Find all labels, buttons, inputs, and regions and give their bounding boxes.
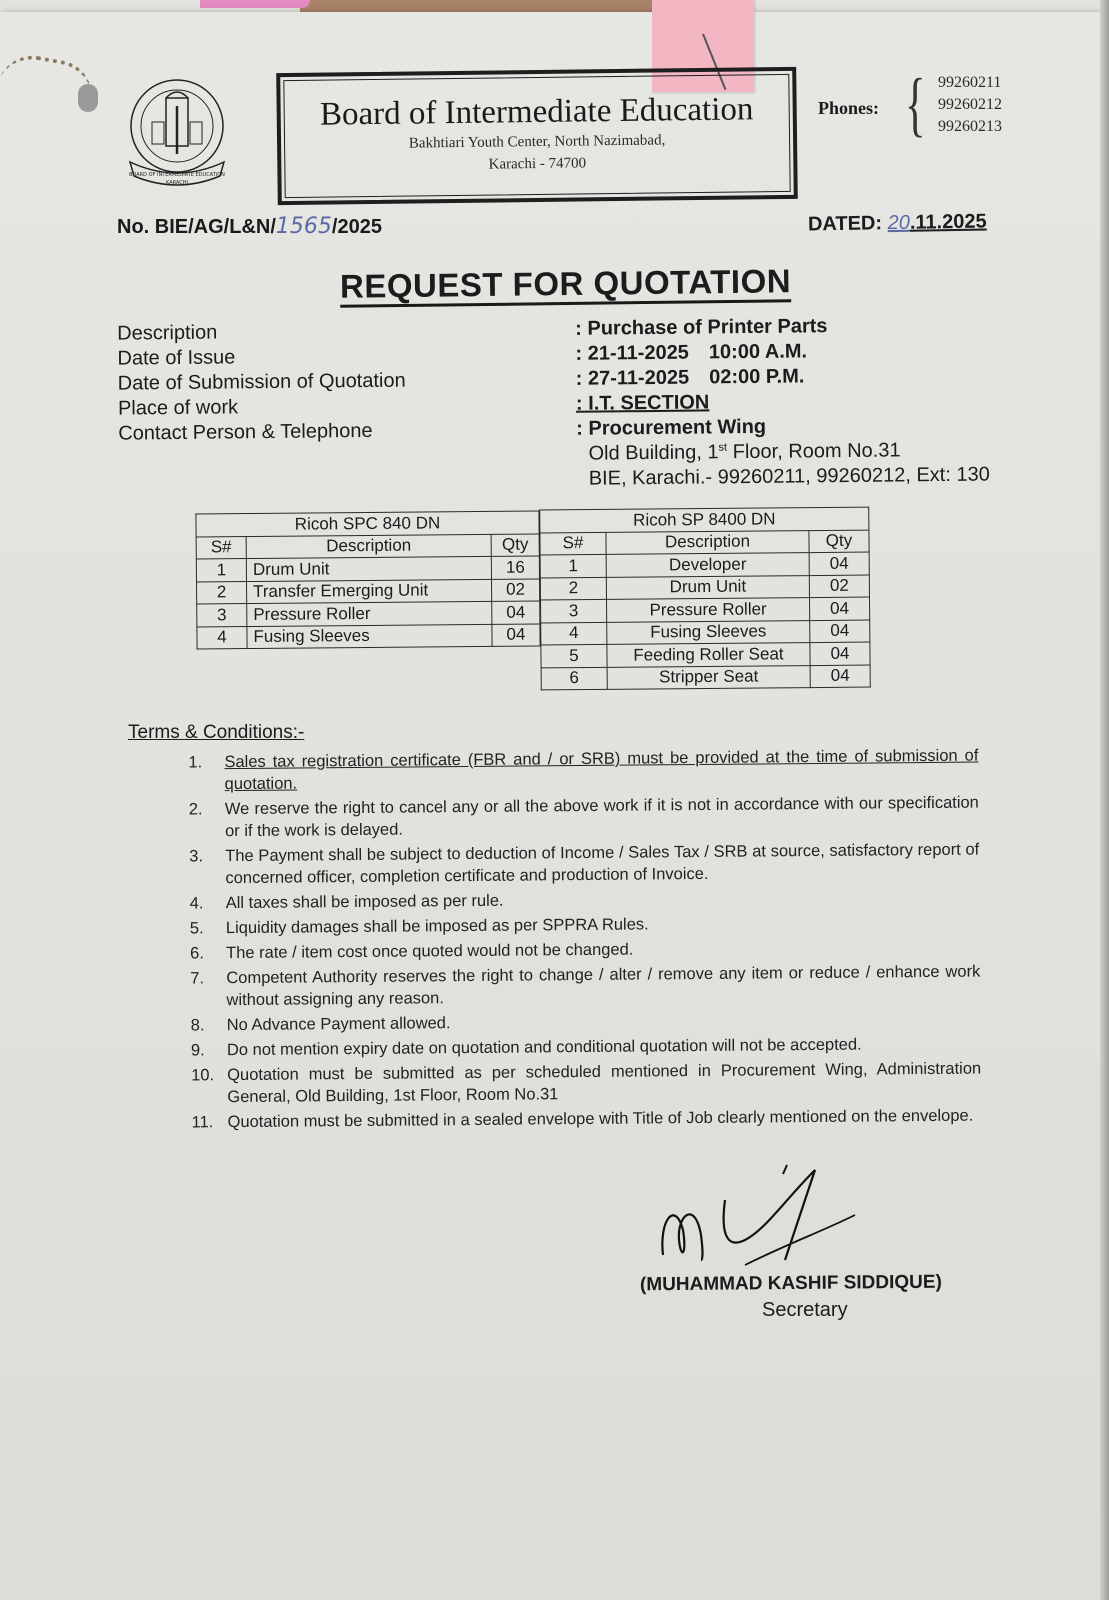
cell-sno: 2 [197, 581, 247, 604]
contact-phone-text: BIE, Karachi.- 99260211, 99260212, Ext: 130 [588, 463, 990, 490]
info-label: Place of work [117, 396, 239, 420]
term-text: All taxes shall be imposed as per rule. [225, 891, 504, 913]
phone-number: 99260212 [938, 96, 1002, 113]
table-row [541, 642, 870, 667]
hook-clip [78, 84, 98, 112]
signatory-title: Secretary [762, 1299, 848, 1321]
term-text: Liquidity damages shall be imposed as per SPPRA Rules. [225, 915, 649, 938]
board-seal-icon [122, 76, 232, 188]
contact-address-text: Floor, Room No.31 [727, 439, 901, 464]
phone-number: 99260211 [938, 74, 1002, 91]
table-row [197, 601, 540, 626]
table-row [540, 575, 869, 600]
terms-list [188, 745, 981, 1137]
term-number: 7. [190, 969, 205, 988]
phones-list [938, 72, 1002, 138]
term-item [190, 961, 980, 1012]
term-number: 8. [190, 1016, 205, 1035]
page-title: REQUEST FOR QUOTATION [340, 263, 792, 308]
cell-description: Feeding Roller Seat [607, 643, 810, 667]
info-label: Description [117, 321, 218, 345]
term-item [191, 1105, 981, 1134]
org-address-line1: Bakhtiari Youth Center, North Nazimabad, [408, 132, 666, 152]
term-item [191, 1033, 981, 1062]
cell-description: Fusing Sleeves [607, 620, 810, 644]
cell-qty: 04 [809, 552, 869, 575]
cell-sno: 1 [196, 559, 246, 582]
table-row [541, 597, 870, 622]
org-name: Board of Intermediate Education [319, 91, 754, 133]
ordinal-suffix: st [718, 441, 728, 454]
info-label: Contact Person & Telephone [118, 419, 373, 445]
cell-sno: 6 [541, 667, 607, 690]
cell-sno: 3 [541, 599, 607, 622]
column-header: Description [606, 530, 809, 554]
table-model-title: Ricoh SP 8400 DN [540, 507, 869, 532]
cell-sno: 1 [540, 554, 606, 577]
term-number: 11. [191, 1113, 214, 1132]
term-number: 1. [188, 753, 203, 772]
term-item [188, 745, 978, 796]
cell-description: Pressure Roller [247, 601, 492, 626]
term-item [190, 911, 980, 940]
term-number: 2. [188, 800, 203, 819]
cell-qty: 02 [491, 579, 539, 602]
cell-description: Drum Unit [606, 575, 809, 599]
term-text: The Payment shall be subject to deduction of Income / Sales Tax / SRB at source, satisfactory report of concerned officer, completion certificate and production of Invoice. [225, 840, 980, 888]
reference-handwritten-number: 1565 [275, 214, 332, 239]
term-number: 9. [190, 1041, 205, 1060]
info-time: 10:00 A.M. [708, 340, 808, 364]
term-text: Quotation must be submitted as per scheduled mentioned in Procurement Wing, Administration General, Old Building, 1st Floor, Room No.31 [227, 1059, 982, 1107]
info-value: : Purchase of Printer Parts [575, 315, 828, 340]
signature-icon [655, 1160, 875, 1280]
table-row [540, 552, 869, 577]
signatory-name: (MUHAMMAD KASHIF SIDDIQUE) [639, 1271, 942, 1296]
term-text: Competent Authority reserves the right to change / alter / remove any item or reduce / enhance work without assigning any reason. [226, 962, 981, 1010]
cell-sno: 4 [197, 626, 247, 649]
cell-qty: 04 [492, 624, 540, 647]
cell-description: Stripper Seat [607, 665, 810, 689]
info-time: 02:00 P.M. [709, 365, 805, 389]
info-label: Date of Submission of Quotation [117, 369, 406, 395]
term-number: 3. [189, 847, 204, 866]
letterhead-frame [276, 67, 798, 205]
term-text: No Advance Payment allowed. [226, 1014, 451, 1035]
dated-value: .11.2025 [909, 210, 987, 234]
rfq-info [117, 313, 999, 497]
term-text: We reserve the right to cancel any or all the above work if it is not in accordance with our specification or if the work is delayed. [224, 793, 979, 841]
svg-text:BOARD OF INTERMEDIATE EDUCATIO: BOARD OF INTERMEDIATE EDUCATION [129, 172, 225, 178]
cell-description: Developer [606, 553, 809, 577]
cell-sno: 4 [541, 622, 607, 645]
cell-description: Drum Unit [246, 556, 491, 581]
info-value [576, 365, 805, 390]
term-item [189, 839, 979, 890]
cell-description: Pressure Roller [607, 598, 810, 622]
table-row [541, 665, 870, 690]
term-number: 6. [190, 944, 204, 963]
column-header: Qty [491, 534, 539, 557]
terms-heading: Terms & Conditions:- [128, 722, 305, 743]
info-date: : 27-11-2025 [575, 366, 690, 390]
term-text: Sales tax registration certificate (FBR and / or SRB) must be provided at the time of submission of quotation. [224, 746, 979, 794]
info-date: : 21-11-2025 [575, 341, 689, 365]
term-item [191, 1008, 981, 1037]
parts-table-spc840 [195, 511, 540, 650]
dated-field [808, 210, 987, 236]
pink-paper-edge [200, 0, 310, 8]
term-item [190, 886, 980, 915]
phone-number: 99260213 [938, 118, 1002, 135]
org-address-line2: Karachi - 74700 [488, 155, 587, 173]
info-value [575, 340, 807, 365]
cell-qty: 04 [810, 642, 870, 665]
svg-text:KARACHI: KARACHI [166, 180, 188, 186]
parts-table-sp8400 [539, 507, 871, 691]
cell-qty: 02 [809, 575, 869, 598]
cell-qty: 16 [491, 556, 539, 579]
reference-number [117, 214, 382, 239]
brace-icon: { [904, 64, 926, 144]
table-row [541, 620, 870, 645]
cell-sno: 5 [541, 644, 607, 667]
term-item [189, 792, 979, 843]
info-label: Date of Issue [117, 346, 236, 370]
reference-suffix: /2025 [331, 216, 382, 238]
reference-prefix: No. BIE/AG/L&N/ [117, 216, 276, 238]
term-text: The rate / item cost once quoted would not be changed. [226, 940, 634, 963]
term-text: Do not mention expiry date on quotation and conditional quotation will not be accepted. [226, 1035, 862, 1060]
dated-label: DATED: [807, 212, 883, 236]
contact-address-text: Old Building, 1 [588, 441, 719, 465]
info-value: : I.T. SECTION [575, 391, 710, 415]
term-item [190, 936, 980, 965]
cell-qty: 04 [809, 597, 869, 620]
cell-sno: 3 [197, 604, 247, 627]
cell-qty: 04 [810, 665, 870, 688]
table-row [197, 579, 540, 604]
cell-description: Fusing Sleeves [247, 624, 492, 649]
term-number: 5. [189, 919, 204, 938]
column-header: S# [540, 532, 606, 555]
cell-qty: 04 [810, 620, 870, 643]
table-row [196, 556, 539, 581]
term-text: Quotation must be submitted in a sealed envelope with Title of Job clearly mentioned on the envelope. [227, 1106, 974, 1132]
term-number: 4. [189, 894, 204, 913]
column-header: Qty [809, 530, 869, 553]
page-edge-shadow [1100, 0, 1109, 1600]
cell-qty: 04 [492, 601, 540, 624]
cell-description: Transfer Emerging Unit [247, 579, 492, 604]
term-number: 10. [191, 1066, 215, 1085]
column-header: Description [246, 534, 491, 559]
table-row [197, 624, 540, 649]
dated-handwritten-day: 20 [887, 211, 911, 235]
cell-sno: 2 [540, 577, 606, 600]
term-item [191, 1058, 981, 1109]
info-value: : Procurement Wing [576, 415, 767, 440]
column-header: S# [196, 536, 246, 559]
phones-label: Phones: [818, 98, 880, 118]
table-model-title: Ricoh SPC 840 DN [196, 511, 539, 536]
phones-block [818, 64, 1018, 148]
